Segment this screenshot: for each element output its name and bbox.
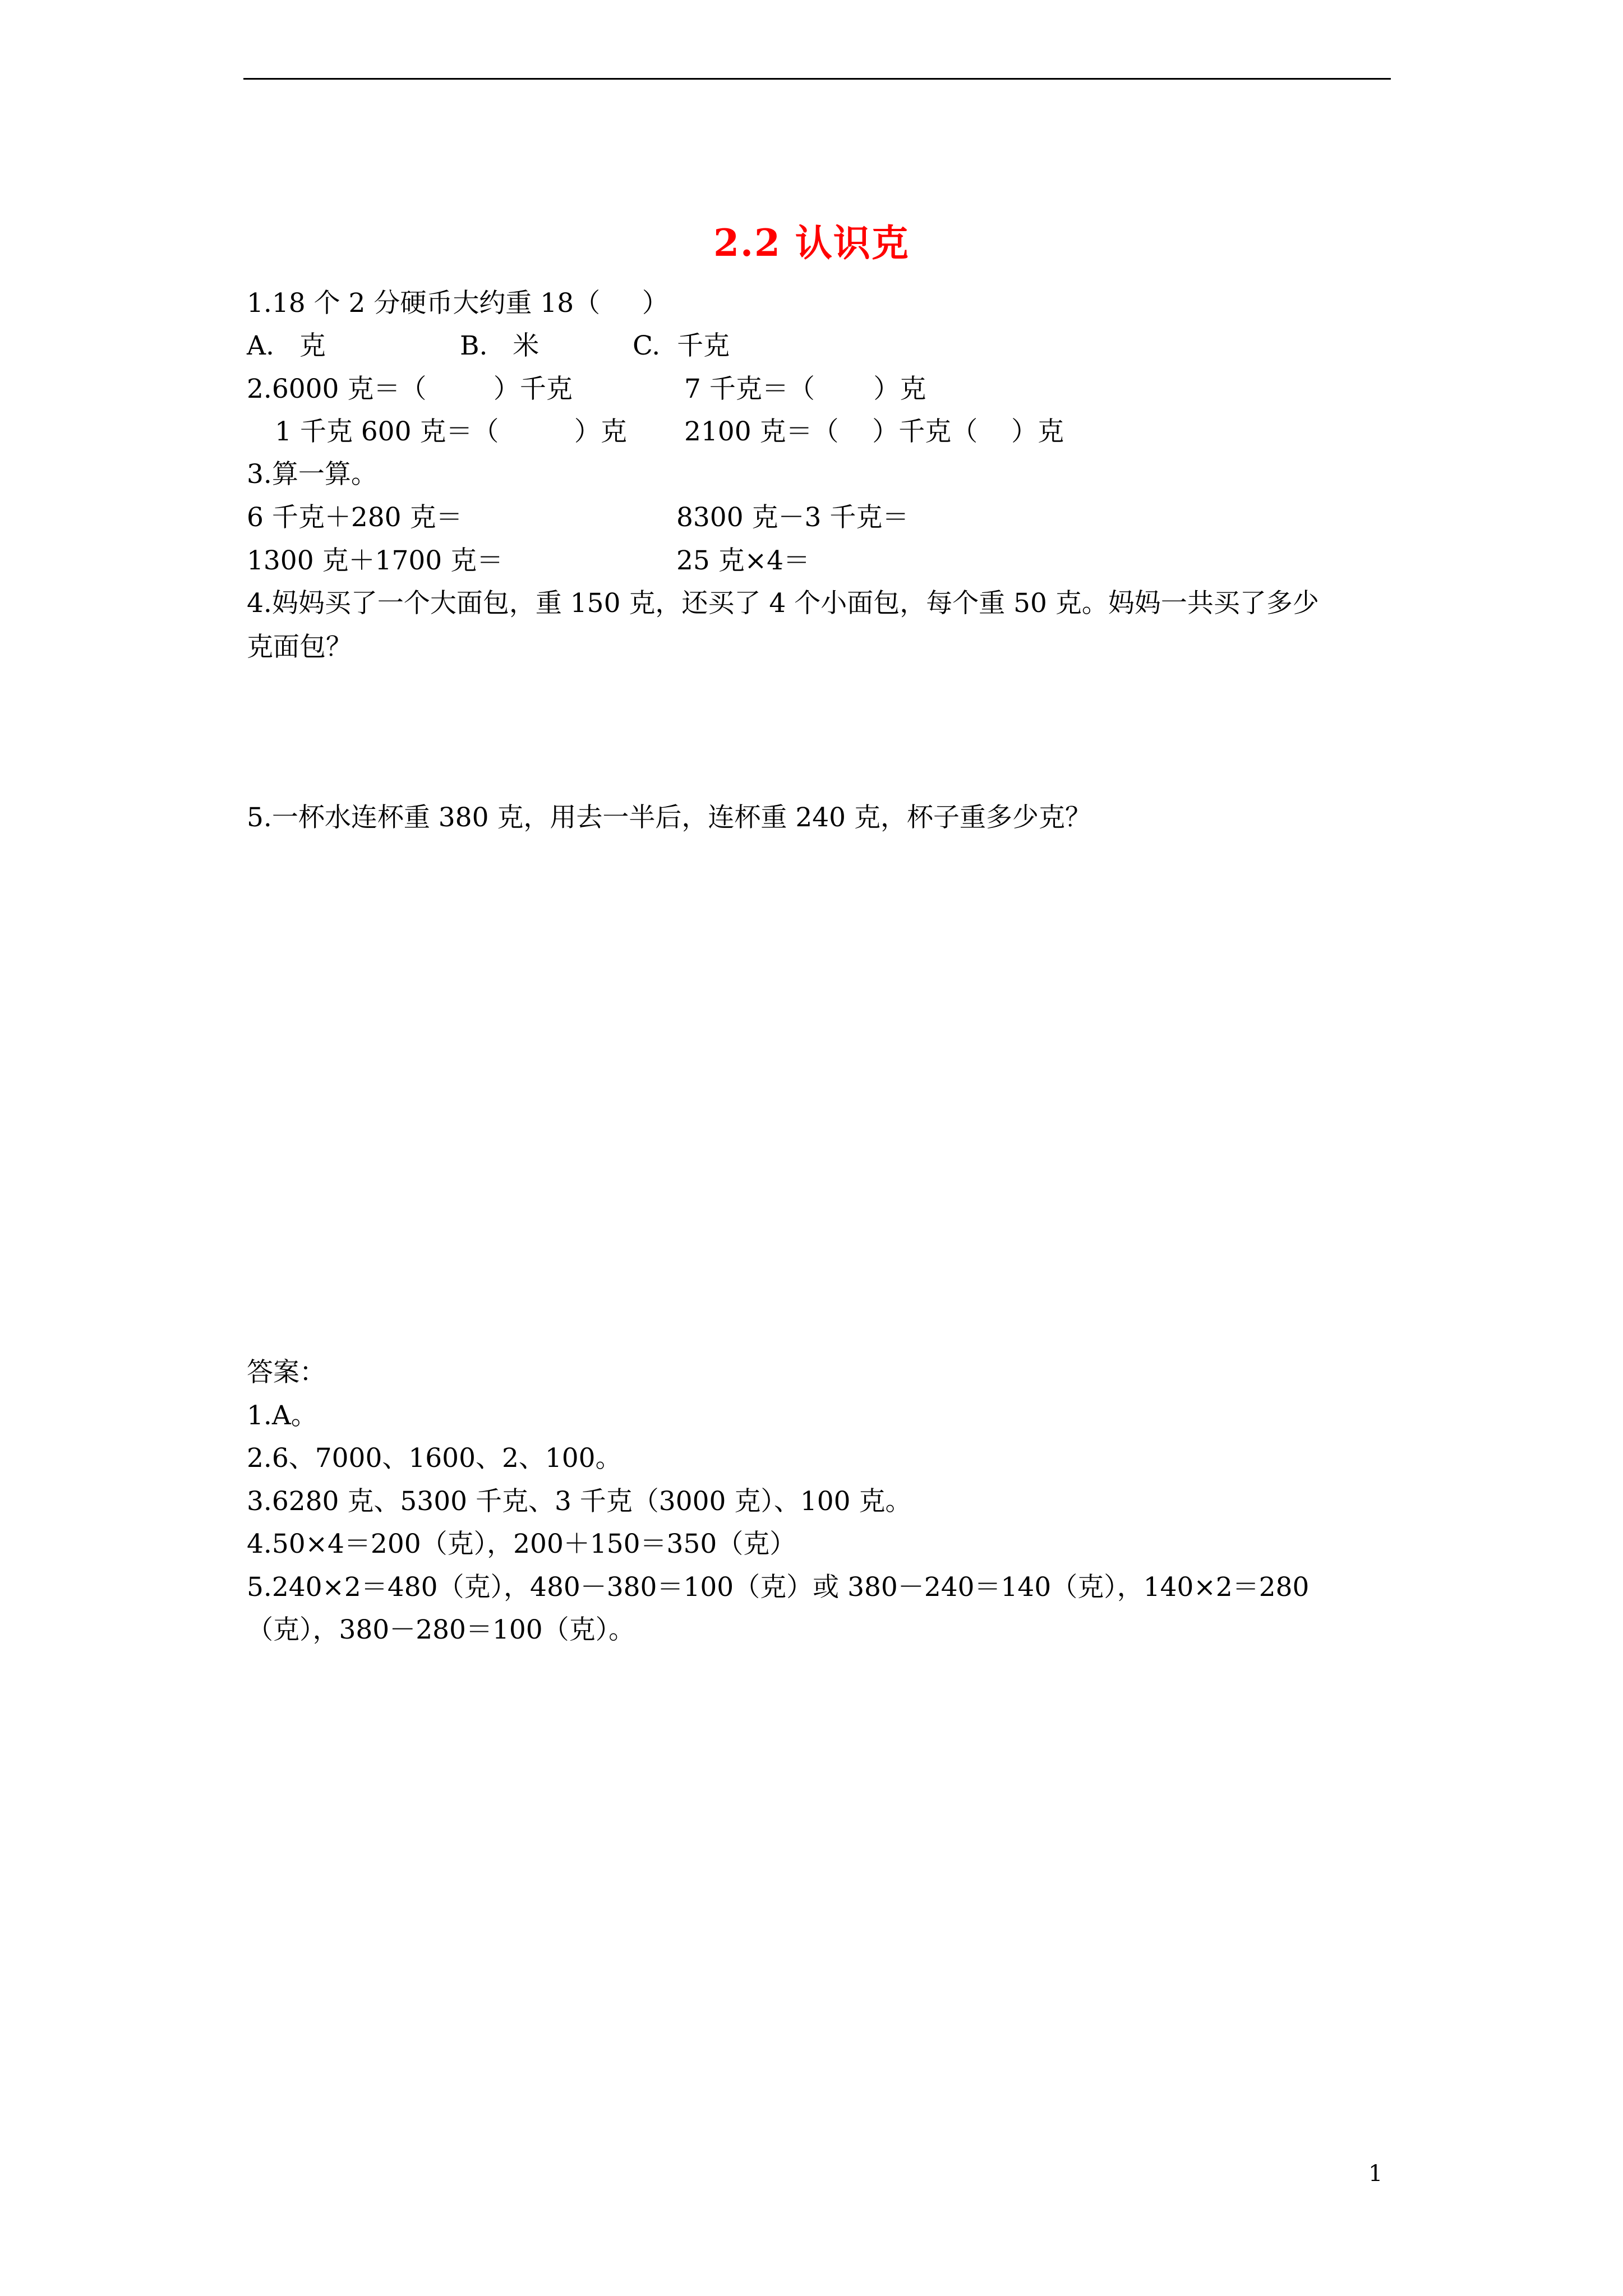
answer-1: 1.A。 [247,1400,317,1431]
question-3-stem: 3.算一算。 [247,459,377,490]
question-4-line2: 克面包？ [247,632,352,662]
question-2-row1-left: 2.6000 克＝（ ）千克 [247,374,573,404]
question-1-option-a: A. 克 [247,330,326,361]
question-1-stem: 1.18 个 2 分硬币大约重 18（ ） [247,288,668,319]
question-3-row2-left: 1300 克＋1700 克＝ [247,545,504,576]
page-title: 2.2 认识克 [713,221,910,265]
question-4-line1: 4.妈妈买了一个大面包，重 150 克，还买了 4 个小面包，每个重 50 克。妈妈一共买了多少 [247,588,1319,619]
answer-4: 4.50×4＝200（克），200＋150＝350（克） [247,1529,796,1559]
question-3-row1-left: 6 千克＋280 克＝ [247,502,463,533]
question-2-row2-left: 1 千克 600 克＝（ ）克 [275,416,627,447]
question-3-row2-right: 25 克×4＝ [676,545,810,576]
header-rule [243,78,1391,80]
answer-2: 2.6、7000、1600、2、100。 [247,1443,622,1474]
page-number: 1 [1368,2161,1383,2187]
answers-heading: 答案： [247,1357,326,1388]
question-1-option-c: C. 千克 [633,330,730,361]
question-2-row2-right: 2100 克＝（ ）千克（ ）克 [684,416,1064,447]
question-1-option-b: B. 米 [460,330,540,361]
answer-5-line2: （克），380－280＝100（克）。 [247,1614,635,1645]
question-2-row1-right: 7 千克＝（ ）克 [684,374,926,404]
answer-5-line1: 5.240×2＝480（克），480－380＝100（克）或 380－240＝140（克），140×2＝280 [247,1572,1310,1603]
question-5-line1: 5.一杯水连杯重 380 克，用去一半后，连杯重 240 克，杯子重多少克？ [247,802,1092,833]
answer-3: 3.6280 克、5300 千克、3 千克（3000 克）、100 克。 [247,1486,912,1517]
question-3-row1-right: 8300 克－3 千克＝ [676,502,909,533]
